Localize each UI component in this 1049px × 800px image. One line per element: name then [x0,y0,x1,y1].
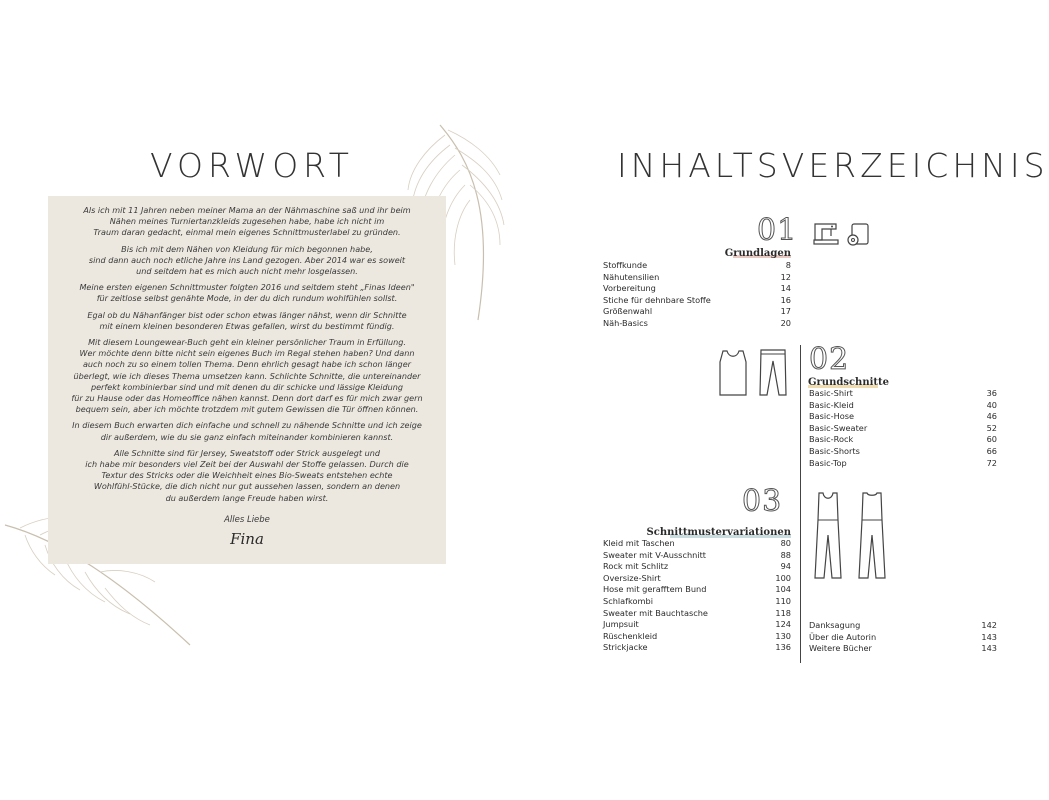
toc-entry-page: 66 [986,446,997,456]
toc-entry[interactable] [603,642,791,654]
toc-entry-label: Strickjacke [603,642,648,653]
toc-entry[interactable] [809,434,997,446]
toc-entry-label: Basic-Shorts [809,446,860,456]
toc-entry[interactable] [603,631,791,643]
section-title: Grundschnitte [808,377,890,388]
toc-entry-page: 130 [775,630,791,641]
toc-entry-page: 72 [986,457,997,468]
toc-entry-page: 17 [780,306,791,317]
toc-entry-label: Kleid mit Taschen [603,538,675,548]
toc-entry-page: 143 [981,631,997,642]
foreword-paragraph [60,310,434,332]
foreword-paragraph [60,337,434,415]
foreword-line: überlegt, wie ich dieses Thema umsetzen kann. Schlichte Schnitte, die untereinander [73,370,421,381]
sewing-machine-icon [812,220,840,246]
toc-entry-page: 46 [986,411,997,422]
toc-entry-page: 16 [780,294,791,305]
toc-entry-label: Schlafkombi [603,596,653,606]
toc-entry-page: 60 [986,434,997,445]
toc-entry-label: Über die Autorin [809,631,877,642]
toc-entry[interactable] [603,318,791,330]
foreword-line: Meine ersten eigenen Schnittmuster folgten 2016 und seitdem steht „Finas Ideen" [79,282,415,293]
foreword-line: Textur des Stricks oder die Weichheit eines Bio-Sweats entstehen echte [101,470,393,481]
toc-entry-page: 14 [780,283,791,294]
signature: Fina [230,530,264,548]
toc-entry-label: Danksagung [809,620,861,630]
toc-entry[interactable] [603,538,791,550]
toc-entry-page: 136 [775,642,791,653]
toc-entry-page: 40 [986,399,997,410]
toc-entry-label: Näh-Basics [603,318,648,328]
foreword-line: Wer möchte denn bitte nicht sein eigenes Buch im Regal stehen haben? Und dann [79,348,415,359]
toc-entry-label: Rock mit Schlitz [603,561,669,572]
leggings-icon [755,347,791,399]
toc-entry-label: Basic-Rock [809,434,854,445]
foreword-paragraph [60,282,434,304]
toc-entry-page: 100 [775,572,791,583]
page-title-vorwort: VORWORT [150,146,354,185]
toc-entry[interactable] [603,272,791,284]
toc-entry[interactable] [809,458,997,470]
foreword-line: Nähen meines Turniertanzkleids zugesehen habe, habe ich nicht im [109,216,385,227]
toc-entry-label: Vorbereitung [603,283,656,294]
foreword-line: dir außerdem, wie du sie ganz einfach miteinander kombinieren kannst. [100,431,394,442]
foreword-paragraph [60,205,434,239]
foreword-line: und seitdem hat es mich auch nicht mehr losgelassen. [136,266,358,277]
toc-entry[interactable] [809,643,997,655]
toc-entry[interactable] [809,411,997,423]
toc-entry-page: 20 [780,318,791,328]
toc-entry-label: Basic-Kleid [809,399,854,410]
foreword-line: Traum daran gedacht, einmal mein eigenes Schnittmusterlabel zu gründen. [93,227,401,238]
toc-entry-label: Jumpsuit [603,619,639,630]
toc-entry-label: Sweater mit V-Ausschnitt [603,549,707,560]
foreword-line: ich habe mir besonders viel Zeit bei der Auswahl der Stoffe gelassen. Durch die [85,459,409,470]
toc-entry-label: Basic-Hose [809,411,855,422]
toc-entry-page: 52 [986,422,997,433]
toc-entry[interactable] [603,619,791,631]
toc-entry[interactable] [603,584,791,596]
toc-entry-label: Stiche für dehnbare Stoffe [603,294,711,305]
foreword-line: bequem sein, aber ich möchte trotzdem mit gutem Gewissen die Tür öffnen können. [75,404,419,415]
page-title-inhaltsverzeichnis: INHALTSVERZEICHNIS [617,146,1049,185]
foreword-line: Als ich mit 11 Jahren neben meiner Mama an der Nähmaschine saß und ihr beim [83,205,411,215]
tank-top-icon [713,348,753,398]
section-number: 02 [809,342,850,377]
toc-entry-label: Nähutensilien [603,271,660,282]
foreword-line: perfekt kombinierbar sind und mit denen du dir schicke und lässige Kleidung [90,381,404,392]
foreword-line: du außerdem lange Freude haben wirst. [165,492,329,503]
section-title: Schnittmustervariationen [646,527,791,538]
toc-entry[interactable] [809,423,997,435]
foreword-line: sind dann auch noch etliche Jahre ins Land gezogen. Aber 2014 war es soweit [88,254,406,265]
column-divider [800,345,801,663]
toc-entry[interactable] [809,620,997,632]
toc-entry-page: 36 [986,388,997,398]
toc-entry-page: 118 [775,607,791,618]
toc-entry[interactable] [809,446,997,458]
fabric-roll-icon [844,222,872,248]
foreword-line: mit einem kleinen besonderen Etwas gefallen, wirst du bestimmt fündig. [99,320,395,331]
toc-entry[interactable] [603,306,791,318]
toc-entry-label: Basic-Shirt [809,388,853,398]
foreword-paragraph [60,448,434,504]
toc-entry-label: Oversize-Shirt [603,572,661,583]
toc-entry-page: 142 [981,620,997,630]
toc-entry[interactable] [603,550,791,562]
toc-entry[interactable] [603,608,791,620]
toc-entry-page: 80 [780,538,791,548]
toc-entry[interactable] [603,596,791,608]
toc-entry-page: 12 [780,271,791,282]
foreword-line: Alle Schnitte sind für Jersey, Sweatstoff oder Strick ausgelegt und [113,447,381,458]
toc-entry-page: 124 [775,619,791,630]
foreword-line: auch noch zu so einem tollen Thema. Denn ehrlich gesagt habe ich schon länger [82,359,412,370]
toc-entry[interactable] [603,561,791,573]
foreword-line: Bis ich mit dem Nähen von Kleidung für mich begonnen habe, [121,243,373,254]
foreword-paragraph [60,244,434,278]
jumpsuit-back-icon [854,490,890,582]
toc-entry-label: Weitere Bücher [809,643,872,654]
toc-entry-label: Größenwahl [603,306,653,317]
foreword-line: für zu Hause oder das Homeoffice nähen kannst. Denn dort darf es für mich zwar gern [71,393,423,404]
toc-entry-label: Rüschenkleid [603,630,658,641]
toc-entry-label: Basic-Sweater [809,422,868,433]
section-title: Grundlagen [724,248,791,259]
foreword-paragraph [60,420,434,442]
toc-entry-label: Basic-Top [809,457,847,468]
closing-text: Alles Liebe [224,515,270,525]
toc-entry[interactable] [809,632,997,644]
toc-entry[interactable] [603,283,791,295]
jumpsuit-front-icon [810,490,846,582]
toc-entry-page: 110 [775,596,791,606]
toc-entry-page: 104 [775,584,791,595]
section-number: 03 [742,484,783,519]
toc-entry-label: Hose mit gerafftem Bund [603,584,707,595]
foreword-text [60,205,434,509]
toc-entry[interactable] [809,400,997,412]
toc-entry[interactable] [603,260,791,272]
toc-entry-label: Sweater mit Bauchtasche [603,607,708,618]
foreword-line: für zeitlose selbst genähte Mode, in der du dich rundum wohlfühlen sollst. [96,293,398,304]
foreword-line: In diesem Buch erwarten dich einfache und schnell zu nähende Schnitte und ich zeige [72,420,422,431]
toc-entry-page: 8 [785,260,791,270]
toc-entry[interactable] [603,573,791,585]
section-number: 01 [757,213,798,248]
toc-entry-page: 94 [780,561,791,572]
toc-entry-label: Stoffkunde [603,260,648,270]
toc-entry[interactable] [809,388,997,400]
foreword-line: Wohlfühl-Stücke, die dich nicht nur gut aussehen lassen, sondern an denen [93,481,401,492]
toc-entry-page: 143 [981,643,997,654]
foreword-line: Mit diesem Loungewear-Buch geht ein kleiner persönlicher Traum in Erfüllung. [88,337,406,348]
toc-entry[interactable] [603,295,791,307]
toc-entry-page: 88 [780,549,791,560]
foreword-line: Egal ob du Nähanfänger bist oder schon etwas länger nähst, wenn dir Schnitte [87,309,407,320]
